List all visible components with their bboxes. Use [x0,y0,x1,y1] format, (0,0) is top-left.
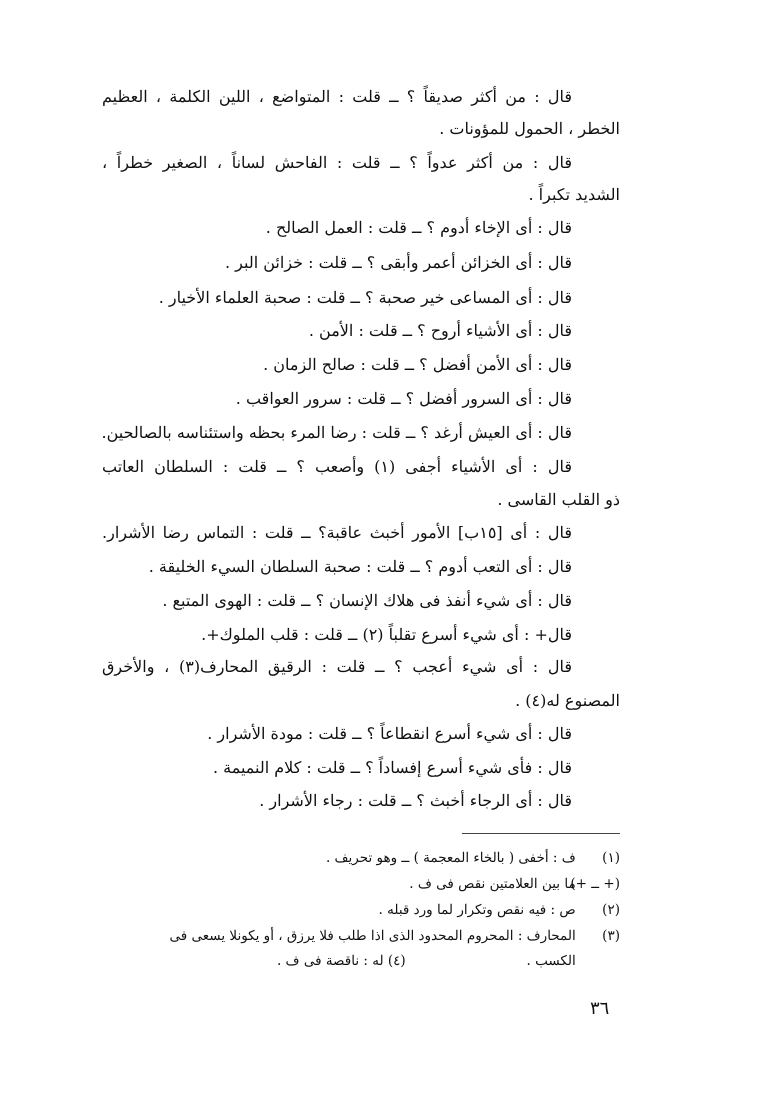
footnote-text: له : ناقصة فى ف . [276,953,384,969]
text-line: قال : أى العيش أرغد ؟ ــ قلت : رضا المرء بحظه واستئناسه بالصالحين. [101,423,572,442]
text-line: قال : أى الرجاء أخبث ؟ ــ قلت : رجاء الأشرار . [259,791,572,810]
footnote-text: الكسب . [526,953,576,969]
text-line: قال : أى المساعى خير صحبة ؟ ــ قلت : صحبة العلماء الأخيار . [158,288,572,307]
footnote-number: (٢) [602,902,620,918]
text-line: قال : من أكثر صديقاً ؟ ــ قلت : المتواضع ، اللين الكلمة ، العظيم [102,87,572,106]
page-number: ٣٦ [590,998,610,1019]
footnote [90,848,620,868]
footnote-text: ف : أخفى ( بالخاء المعجمة ) ــ وهو تحريف . [325,850,576,866]
footnote-number: (٣) [602,928,620,944]
text-line: الخطر ، الحمول للمؤونات . [439,119,620,138]
footnote-text: ص : فيه نقص وتكرار لما ورد قبله . [378,902,576,918]
text-line: قال : أى الإخاء أدوم ؟ ــ قلت : العمل الصالح . [265,218,572,237]
text-line: قال : أى السرور أفضل ؟ ــ قلت : سرور العواقب . [235,389,572,408]
footnote-text: ما بين العلامتين نقص فى ف . [409,876,576,892]
text-line: قال : أى التعب أدوم ؟ ــ قلت : صحبة السلطان السيء الخليقة . [148,557,572,576]
text-line: ذو القلب القاسى . [497,490,620,509]
text-line: قال : أى شيء أنفذ فى هلاك الإنسان ؟ ــ قلت : الهوى المتبع . [162,591,572,610]
text-line: قال : أى الأشياء أروح ؟ ــ قلت : الأمن . [308,321,572,340]
footnote-divider [462,833,620,834]
text-line: قال : أى شيء أسرع انقطاعاً ؟ ــ قلت : مودة الأشرار . [207,724,572,743]
text-line: قال+ : أى شيء أسرع تقلباً (٢) ــ قلت : قلب الملوك+. [201,625,572,644]
text-line: قال : فأى شيء أسرع إفساداً ؟ ــ قلت : كلام النميمة . [212,758,572,777]
footnote [90,900,620,920]
text-line: قال : أى الخزائن أعمر وأبقى ؟ ــ قلت : خزائن البر . [225,253,572,272]
text-line: قال : أى [١٥ب] الأمور أخبث عاقبة؟ ــ قلت : التماس رضا الأشرار. [102,523,572,542]
footnote-number: (١) [602,850,620,866]
footnote-number: (٤) [387,953,406,969]
footnote-text: المحارف : المحروم المحدود الذى اذا طلب فلا يرزق ، أو يكونلا يسعى فى [169,928,576,944]
text-line: قال : أى الأشياء أجفى (١) وأصعب ؟ ــ قلت : السلطان العاتب [102,457,572,476]
text-line: المصنوع له(٤) . [515,691,620,710]
text-line: قال : أى شيء أعجب ؟ ــ قلت : الرقيق المحارف(٣) ، والأخرق [102,657,572,676]
text-line: قال : أى الأمن أفضل ؟ ــ قلت : صالح الزمان . [263,355,572,374]
footnote [90,874,620,894]
text-line: قال : من أكثر عدواً ؟ ــ قلت : الفاحش لساناً ، الصغير خطراً ، [102,153,572,172]
footnote-number: (+ ــ +) [570,876,620,892]
footnote [90,951,620,971]
footnote [90,926,620,946]
text-line: الشديد تكبراً . [528,185,620,204]
